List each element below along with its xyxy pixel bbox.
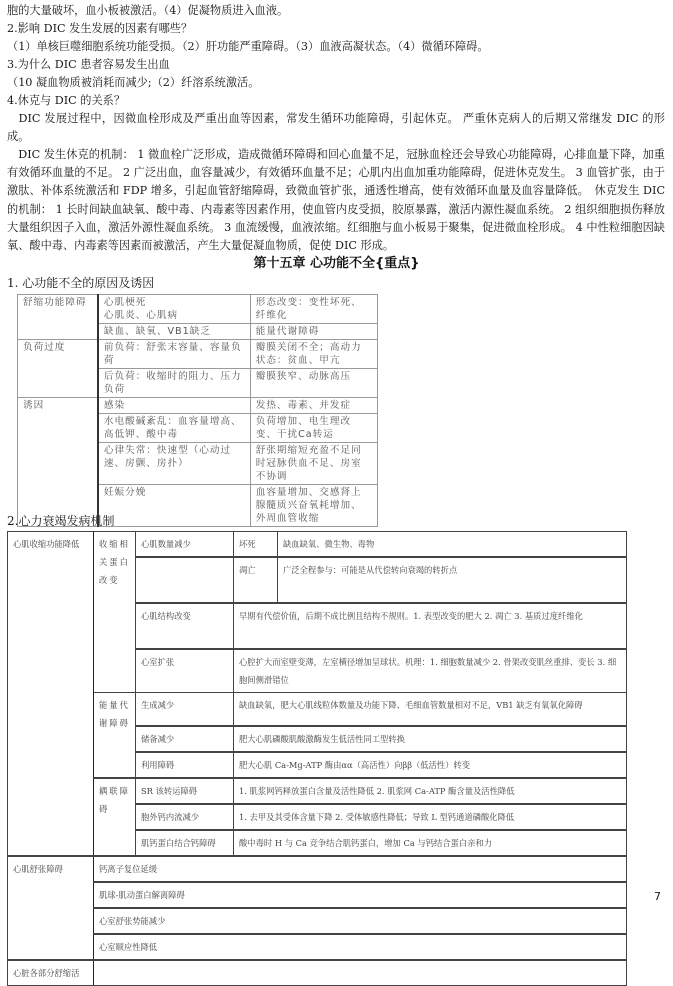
table-cell: 缺血缺氧、微生物、毒物 [278, 532, 627, 558]
table-cell: 感染 [98, 398, 250, 414]
table-cell: 心室顺应性降低 [94, 934, 627, 960]
table-cell: 耦联障碍 [94, 778, 136, 856]
mechanism-table [7, 531, 627, 986]
table-cell: 心肌收缩功能降低 [8, 532, 94, 857]
question-heading: 2.影响 DIC 发生发展的因素有哪些？ [7, 22, 193, 35]
question-heading: 4.休克与 DIC 的关系？ [7, 94, 126, 107]
table-cell: 心脏各部分舒缩活 [8, 960, 94, 986]
page-number: 7 [654, 890, 661, 903]
table-cell: 负荷增加、电生理改变、干扰Ca转运 [250, 414, 377, 443]
table-row [8, 778, 627, 804]
text-line: （10 凝血物质被消耗而减少;（2）纤溶系统激活。 [7, 76, 260, 89]
table-cell: 能量代谢障碍 [250, 324, 377, 340]
table-cell: 储备减少 [136, 726, 234, 752]
table-cell: 1. 去甲及其受体含量下降 2. 受体敏感性降低；导致 L 型钙通道磷酸化降低 [234, 804, 627, 830]
table-cell: 收缩相关蛋白改变 [94, 532, 136, 693]
table-cell: 瓣膜关闭不全；高动力状态：贫血、甲亢 [250, 340, 377, 369]
section-heading: 2.心力衰竭发病机制 [7, 514, 115, 528]
table-cell: 形态改变：变性坏死、纤维化 [250, 295, 377, 324]
table-row [8, 934, 627, 960]
table-row [8, 960, 627, 986]
text-line: （1）单核巨噬细胞系统功能受损。（2）肝功能严重障碍。（3）血液高凝状态。（4）微循环障碍。 [7, 40, 489, 53]
table-cell: 缺血、缺氧、VB1缺乏 [98, 324, 250, 340]
section-heading: 1. 心功能不全的原因及诱因 [7, 276, 155, 290]
table-cell [94, 960, 627, 986]
paragraph: DIC 发展过程中，因微血栓形成及严重出血等因素，常发生循环功能障碍，引起休克。 严重休克病人的后期又常继发 DIC 的形成。 [7, 112, 665, 144]
table-cell: 舒张期缩短充盈不足同时冠脉供血不足、房室不协调 [250, 443, 377, 485]
table-row [18, 295, 378, 324]
table-cell: 心律失常：快速型（心动过速、房颤、房扑） [98, 443, 250, 485]
chapter-title: 第十五章 心功能不全{重点} [253, 256, 420, 271]
table-cell: 前负荷：舒张末容量、容量负荷 [98, 340, 250, 369]
table-row [8, 882, 627, 908]
table-cell: 诱因 [18, 398, 98, 527]
table-cell: 心肌舒张障碍 [8, 856, 94, 960]
table-row [8, 908, 627, 934]
table-cell: 发热、毒素、并发症 [250, 398, 377, 414]
table-cell: 肌钙蛋白结合钙障碍 [136, 830, 234, 856]
table-cell: 钙离子复位延缓 [94, 856, 627, 882]
table-cell: 水电酸碱紊乱：血容量增高、高低钾、酸中毒 [98, 414, 250, 443]
table-cell: 肌球-肌动蛋白解离障碍 [94, 882, 627, 908]
table-cell: 心肌数量减少 [136, 532, 234, 558]
table-cell: 广泛全程参与：可能是从代偿转向衰竭的转折点 [278, 557, 627, 603]
table-cell: 心肌梗死 心肌炎、心肌病 [98, 295, 250, 324]
table-row [18, 340, 378, 369]
table-cell: 1. 肌浆网钙释放蛋白含量及活性降低 2. 肌浆网 Ca-ATP 酶含量及活性降低 [234, 778, 627, 804]
table-cell: 舒缩功能障碍 [18, 295, 98, 340]
table-cell: 酸中毒时 H 与 Ca 竞争结合肌钙蛋白，增加 Ca 与钙结合蛋白亲和力 [234, 830, 627, 856]
table-cell: 心肌结构改变 [136, 603, 234, 649]
table-cell: 缺血缺氧，肥大心肌线粒体数量及功能下降、毛细血管数量相对不足，VB1 缺乏有氧氧化障碍 [234, 693, 627, 727]
table-cell: 肥大心肌 Ca-Mg-ATP 酶由αα（高活性）向ββ（低活性）转变 [234, 752, 627, 778]
question-heading: 3.为什么 DIC 患者容易发生出血 [7, 58, 170, 71]
table-cell: 早期有代偿价值，后期不成比例且结构不规则。1. 表型改变的肥大 2. 凋亡 3. 基质过度纤维化 [234, 603, 627, 649]
table-cell: 妊娠分娩 [98, 485, 250, 527]
table-cell: 坏死 [234, 532, 278, 558]
table-cell: 凋亡 [234, 557, 278, 603]
table-cell: 心腔扩大而室壁变薄，左室横径增加呈球状。机理：1. 细胞数量减少 2. 骨架改变肌丝重排、变长 3. 细胞间侧滑错位 [234, 649, 627, 693]
table-cell: 肥大心肌磷酸肌酸激酶发生低活性同工型转换 [234, 726, 627, 752]
table-cell: 瓣膜狭窄、动脉高压 [250, 369, 377, 398]
table-cell: 心室扩张 [136, 649, 234, 693]
mechanism-table-wrap [7, 531, 627, 986]
table-cell: 生成减少 [136, 693, 234, 727]
table-cell: 负荷过度 [18, 340, 98, 398]
table-row [8, 693, 627, 727]
table-row [8, 532, 627, 558]
table-cell: SR 该转运障碍 [136, 778, 234, 804]
table-cell: 能量代谢障碍 [94, 693, 136, 779]
paragraph: DIC 发生休克的机制： 1 微血栓广泛形成，造成微循环障碍和回心血量不足，冠脉血栓还会导致心功能障碍，心排血量下降，加重有效循环血量的不足。 2 广泛出血，血容量减少，有效循环血量不足；心肌内出血加重功能障碍，促进休克发生。 3 血管扩张，由于激肽、补体系统激活和 FDP 增多，引起血管舒缩障碍，致微血管扩张，通透性增高，使有效循环血量及血容量降低。 休克发生 DIC 的机制： 1 长时间缺血缺氧、酸中毒、内毒素等因素作用，使血管内皮受损，胶原暴露，激活内源性凝血系统。 2 组织细胞损伤释放大量组织因子入血，激活外源性凝血系统。 3 血流缓慢，血液浓缩。红细胞与血小板易于聚集，促进微血栓形成。 4 中性粒细胞因缺氧、酸中毒、内毒素等因素而被激活，产生大量促凝血物质，促使 DIC 形成。 [7, 148, 665, 253]
table-cell: 心室舒张势能减少 [94, 908, 627, 934]
table-cell: 利用障碍 [136, 752, 234, 778]
table-cell: 后负荷：收缩时的阻力、压力负荷 [98, 369, 250, 398]
table-cell: 胞外钙内流减少 [136, 804, 234, 830]
text-line: 胞的大量破坏，血小板被激活。（4）促凝物质进入血液。 [7, 4, 289, 17]
table-row [18, 398, 378, 414]
table-cell [136, 557, 234, 603]
table-cell: 血容量增加、交感肾上腺髓质兴奋氧耗增加、外周血管收缩 [250, 485, 377, 527]
table-row [8, 856, 627, 882]
causes-table [17, 294, 378, 527]
